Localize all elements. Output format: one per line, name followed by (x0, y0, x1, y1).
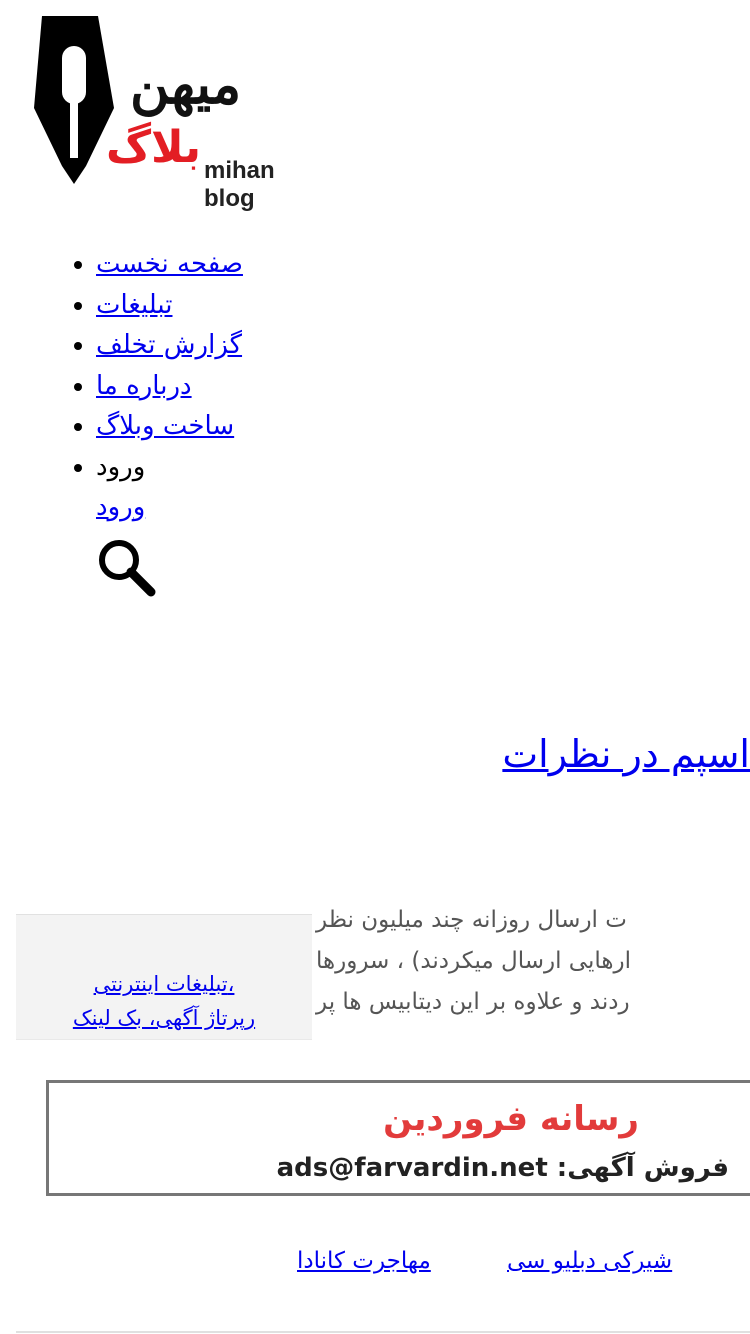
nav-item-create-blog (96, 406, 243, 447)
banner-brand: رسانه فروردین (383, 1099, 639, 1139)
ad-link-internet-ads[interactable]: تبلیغات اینترنتی، (93, 972, 235, 996)
search-icon[interactable] (96, 537, 156, 597)
nav-link-home[interactable]: صفحه نخست (96, 249, 243, 279)
nav-link-create-blog[interactable]: ساخت وبلاگ (96, 411, 235, 441)
site-logo[interactable] (34, 16, 324, 212)
login-label: • ورود (96, 451, 146, 482)
footer-link-canada[interactable]: مهاجرت کانادا (297, 1248, 431, 1274)
nav-item-about (96, 366, 243, 407)
ad-link-reportage[interactable]: رپرتاژ آگهی، بک لینک (72, 1006, 256, 1030)
nav-link-about[interactable]: درباره ما (96, 370, 192, 401)
post-title-link[interactable]: اسپم در نظرات (502, 732, 750, 776)
footer-link-wc[interactable]: شیرکی دبلیو سی (507, 1248, 673, 1274)
logo-text-fa: میهن (130, 52, 242, 116)
nav-item-ads (96, 285, 243, 326)
pen-nib-icon (34, 16, 114, 186)
banner-sale-email: ads@farvardin.net :فروش آگهی (276, 1153, 729, 1183)
post-body-line: ت ارسال روزانه چند میلیون نظر (316, 907, 627, 933)
nav-item-home (96, 244, 243, 285)
main-nav (60, 244, 243, 597)
sidebar-ad-box (16, 914, 312, 1040)
login-link[interactable]: ورود (96, 491, 146, 522)
nav-item-login (96, 447, 243, 527)
post-body (316, 900, 750, 1023)
logo-text-blog-fa: بلاگ (106, 122, 201, 173)
divider (16, 1331, 750, 1333)
nav-link-report[interactable]: گزارش تخلف (96, 330, 243, 360)
logo-text-en: mihan blog (204, 157, 275, 212)
post-body-line: ردند و علاوه بر این دیتابیس ها پر (316, 989, 630, 1015)
ad-banner[interactable] (46, 1080, 750, 1196)
nav-link-ads[interactable]: تبلیغات (96, 289, 173, 320)
post-title (502, 732, 750, 776)
post-body-line: ارهایی ارسال میکردند) ، سرورها (316, 948, 632, 974)
nav-item-report (96, 325, 243, 366)
nav-item-search (96, 527, 243, 597)
